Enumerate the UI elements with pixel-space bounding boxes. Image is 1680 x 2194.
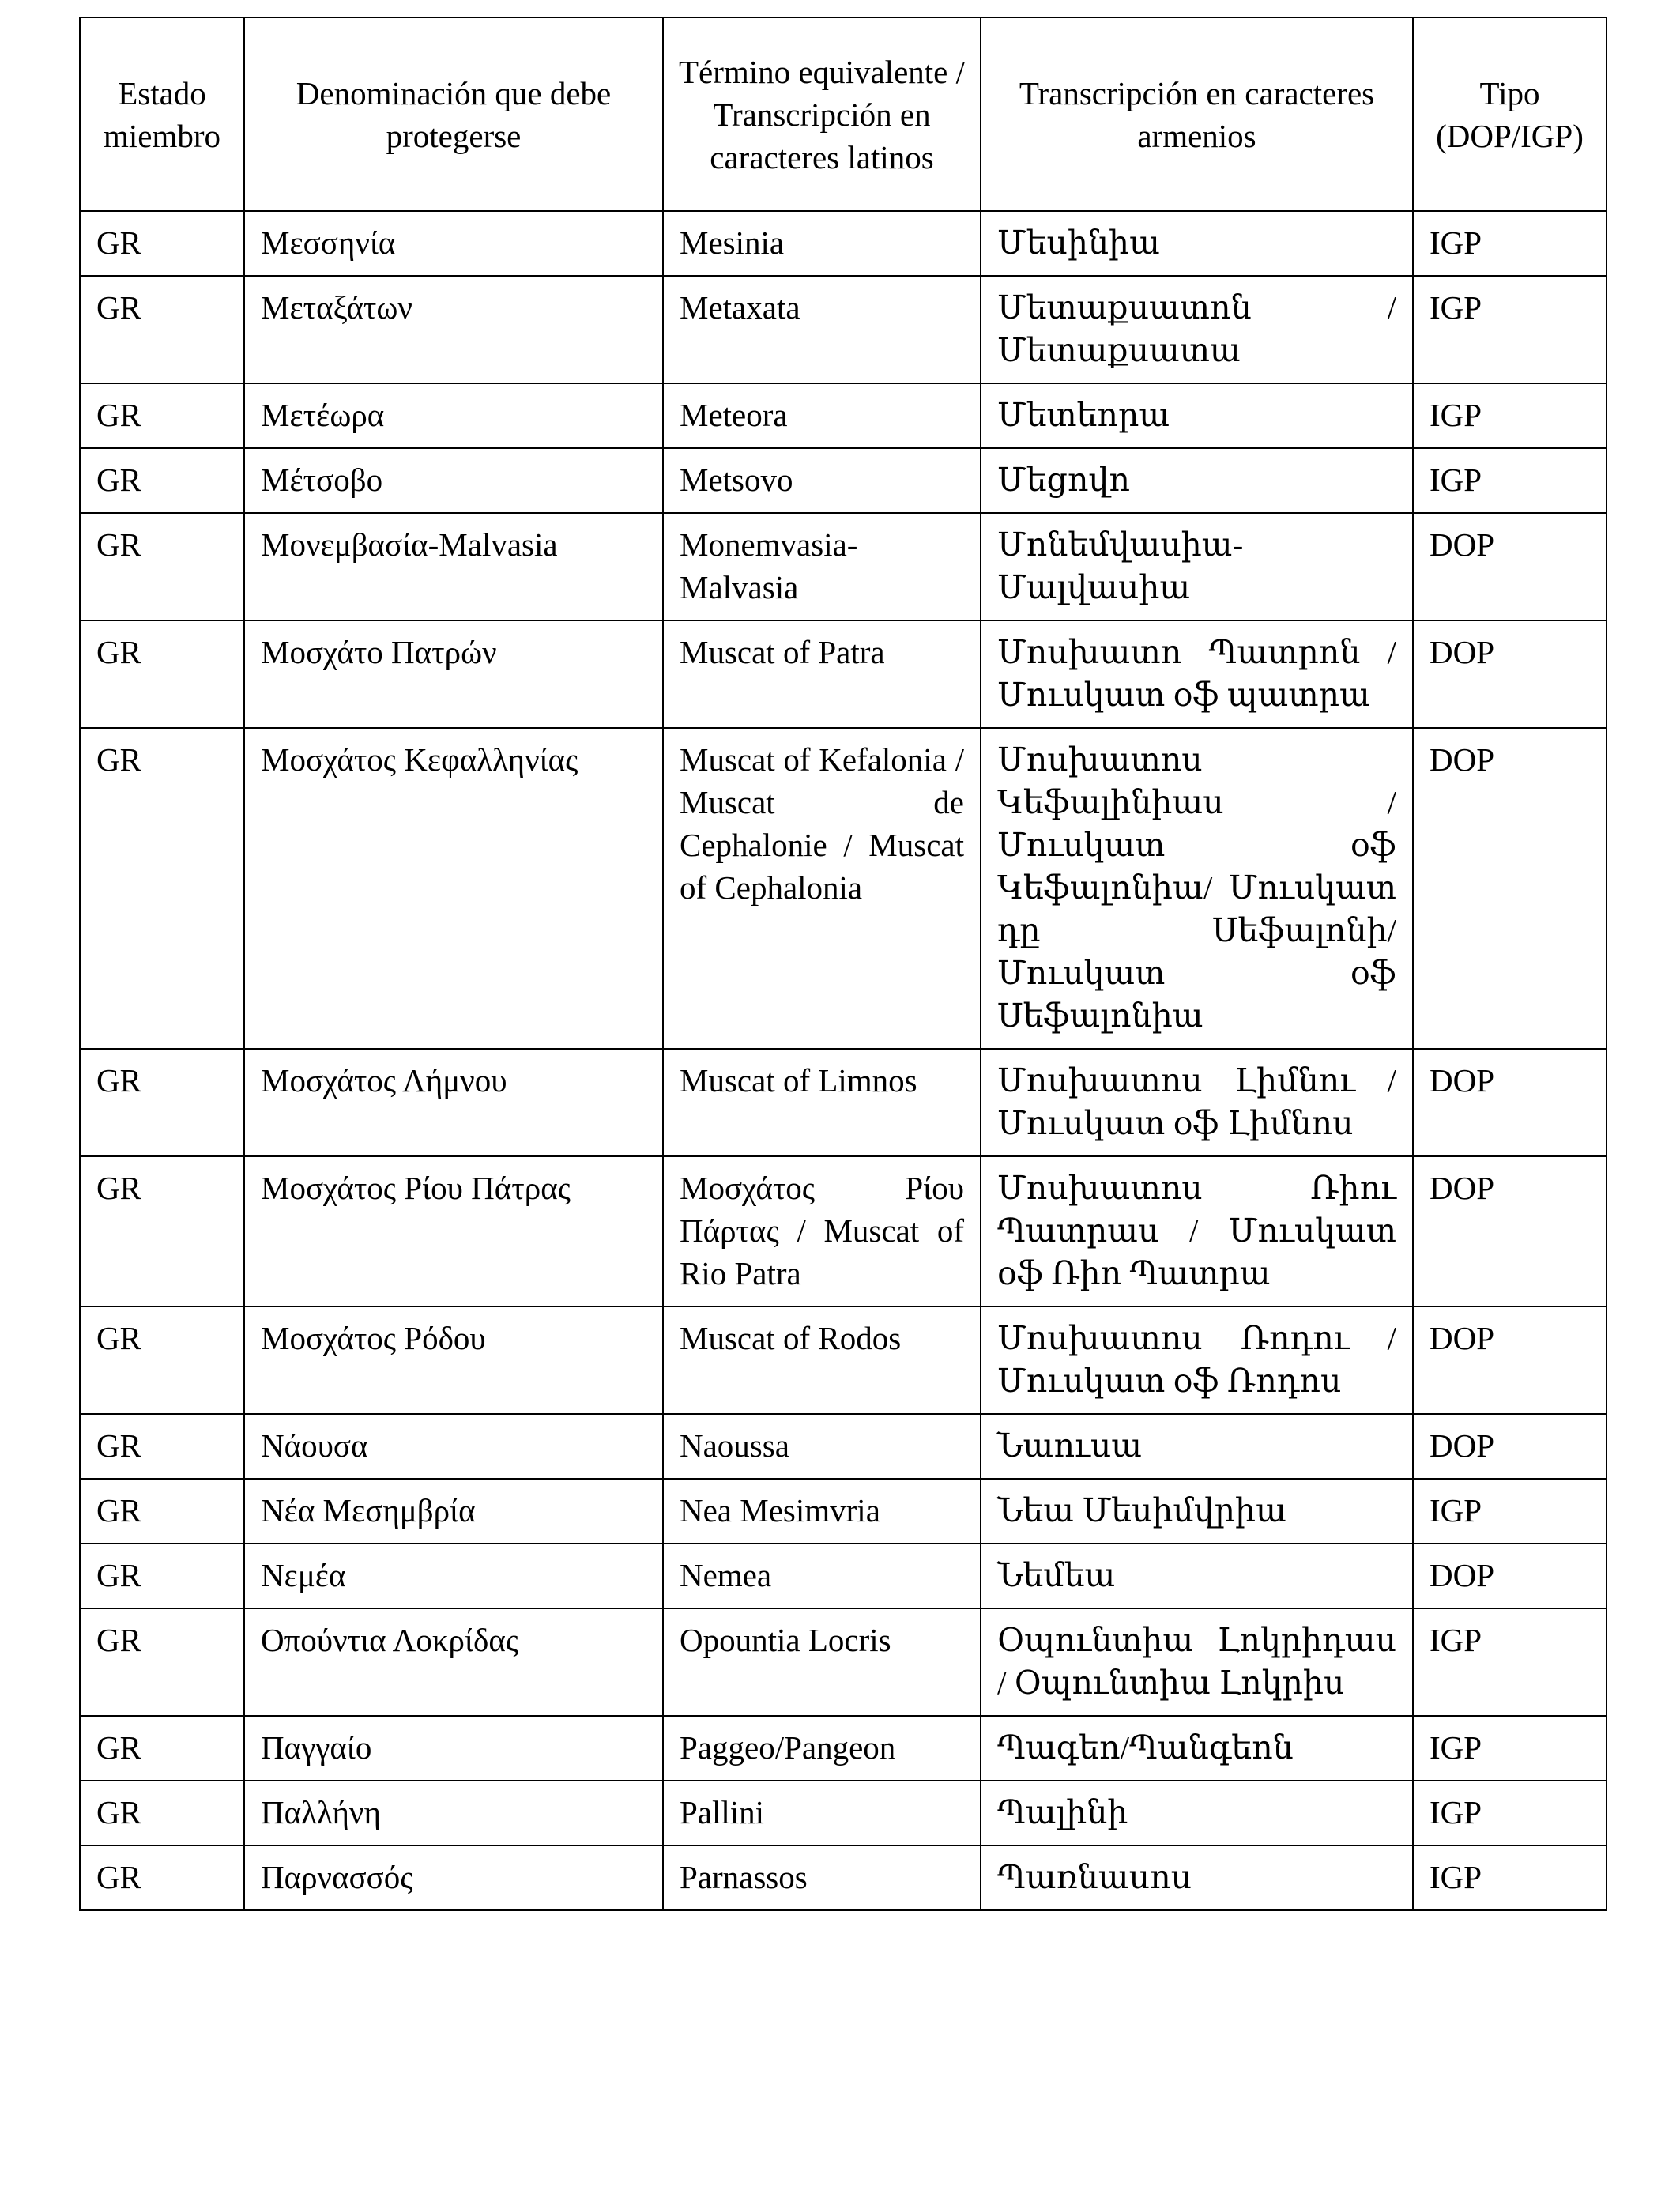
cell-state: GR bbox=[80, 383, 244, 448]
cell-armenian: Մետեորա bbox=[981, 383, 1413, 448]
gi-table bbox=[79, 17, 1607, 1911]
table-row bbox=[80, 211, 1607, 276]
cell-armenian: Մոսխատո Պատրոն / Մուսկատ օֆ պատրա bbox=[981, 620, 1413, 728]
cell-name: Μεσσηνία bbox=[244, 211, 663, 276]
table-row bbox=[80, 1608, 1607, 1716]
cell-latin: Μοσχάτος Ρίου Πάρτας / Muscat of Rio Patra bbox=[663, 1156, 981, 1306]
cell-latin: Opountia Locris bbox=[663, 1608, 981, 1716]
cell-state: GR bbox=[80, 1544, 244, 1608]
table-row bbox=[80, 1306, 1607, 1414]
cell-name: Μετέωρα bbox=[244, 383, 663, 448]
cell-armenian: Օպունտիա Լոկրիդաս / Օպունտիա Լոկրիս bbox=[981, 1608, 1413, 1716]
table-row bbox=[80, 1479, 1607, 1544]
header-latin: Término equivalente / Transcripción en caracteres latinos bbox=[663, 17, 981, 211]
table-row bbox=[80, 383, 1607, 448]
cell-armenian: Մոսխատոս Լիմնու / Մուսկատ օֆ Լիմնոս bbox=[981, 1049, 1413, 1156]
cell-state: GR bbox=[80, 276, 244, 383]
cell-type: IGP bbox=[1413, 383, 1607, 448]
cell-type: DOP bbox=[1413, 1544, 1607, 1608]
header-name: Denominación que debe protegerse bbox=[244, 17, 663, 211]
table-row bbox=[80, 728, 1607, 1049]
cell-name: Μονεμβασία-Malvasia bbox=[244, 513, 663, 620]
table-row bbox=[80, 1414, 1607, 1479]
cell-armenian: Նեմեա bbox=[981, 1544, 1413, 1608]
header-state: Estado miembro bbox=[80, 17, 244, 211]
cell-state: GR bbox=[80, 1049, 244, 1156]
cell-name: Νέα Μεσημβρία bbox=[244, 1479, 663, 1544]
cell-name: Παλλήνη bbox=[244, 1781, 663, 1845]
cell-state: GR bbox=[80, 1608, 244, 1716]
cell-state: GR bbox=[80, 620, 244, 728]
cell-latin: Parnassos bbox=[663, 1845, 981, 1910]
table-row bbox=[80, 1781, 1607, 1845]
cell-latin: Metsovo bbox=[663, 448, 981, 513]
cell-armenian: Մեցովո bbox=[981, 448, 1413, 513]
cell-latin: Metaxata bbox=[663, 276, 981, 383]
cell-latin: Mesinia bbox=[663, 211, 981, 276]
cell-name: Μοσχάτος Κεφαλληνίας bbox=[244, 728, 663, 1049]
cell-latin: Monemvasia-Malvasia bbox=[663, 513, 981, 620]
cell-state: GR bbox=[80, 513, 244, 620]
cell-name: Παρνασσός bbox=[244, 1845, 663, 1910]
cell-armenian: Նեա Մեսիմվրիա bbox=[981, 1479, 1413, 1544]
header-armenian: Transcripción en caracteres armenios bbox=[981, 17, 1413, 211]
cell-latin: Naoussa bbox=[663, 1414, 981, 1479]
cell-type: IGP bbox=[1413, 276, 1607, 383]
cell-latin: Nemea bbox=[663, 1544, 981, 1608]
table-header bbox=[80, 17, 1607, 211]
cell-type: DOP bbox=[1413, 1156, 1607, 1306]
cell-state: GR bbox=[80, 211, 244, 276]
cell-latin: Muscat of Patra bbox=[663, 620, 981, 728]
cell-name: Νεμέα bbox=[244, 1544, 663, 1608]
cell-armenian: Մետաքսատոն / Մետաքսատա bbox=[981, 276, 1413, 383]
cell-state: GR bbox=[80, 1845, 244, 1910]
cell-type: DOP bbox=[1413, 1414, 1607, 1479]
cell-latin: Muscat of Rodos bbox=[663, 1306, 981, 1414]
cell-latin: Pallini bbox=[663, 1781, 981, 1845]
cell-name: Μοσχάτος Λήμνου bbox=[244, 1049, 663, 1156]
cell-latin: Nea Mesimvria bbox=[663, 1479, 981, 1544]
cell-name: Μοσχάτος Ρόδου bbox=[244, 1306, 663, 1414]
table-row bbox=[80, 276, 1607, 383]
table-row bbox=[80, 620, 1607, 728]
cell-type: IGP bbox=[1413, 1845, 1607, 1910]
cell-state: GR bbox=[80, 1479, 244, 1544]
cell-state: GR bbox=[80, 1414, 244, 1479]
table-row bbox=[80, 1716, 1607, 1781]
cell-type: DOP bbox=[1413, 1049, 1607, 1156]
cell-type: IGP bbox=[1413, 1479, 1607, 1544]
cell-armenian: Պալինի bbox=[981, 1781, 1413, 1845]
cell-type: IGP bbox=[1413, 211, 1607, 276]
cell-latin: Meteora bbox=[663, 383, 981, 448]
cell-name: Μοσχάτος Ρίου Πάτρας bbox=[244, 1156, 663, 1306]
cell-name: Μέτσοβο bbox=[244, 448, 663, 513]
cell-armenian: Մոնեմվասիա-Մալվասիա bbox=[981, 513, 1413, 620]
cell-name: Παγγαίο bbox=[244, 1716, 663, 1781]
cell-name: Οπούντια Λοκρίδας bbox=[244, 1608, 663, 1716]
cell-state: GR bbox=[80, 1306, 244, 1414]
cell-type: IGP bbox=[1413, 1716, 1607, 1781]
cell-latin: Muscat of Kefalonia / Muscat de Cephalonie / Muscat of Cephalonia bbox=[663, 728, 981, 1049]
cell-type: DOP bbox=[1413, 728, 1607, 1049]
cell-type: IGP bbox=[1413, 448, 1607, 513]
cell-state: GR bbox=[80, 448, 244, 513]
cell-name: Μεταξάτων bbox=[244, 276, 663, 383]
cell-armenian: Մեսինիա bbox=[981, 211, 1413, 276]
cell-armenian: Մոսխատոս Կեֆալինիաս / Մուսկատ օֆ Կեֆալոնիա/ Մուսկատ դը Սեֆալոնի/ Մուսկատ օֆ Սեֆալոնիա bbox=[981, 728, 1413, 1049]
table-row bbox=[80, 1049, 1607, 1156]
table-body bbox=[80, 211, 1607, 1910]
table-row bbox=[80, 1544, 1607, 1608]
cell-state: GR bbox=[80, 1156, 244, 1306]
cell-armenian: Մոսխատոս Ռոդու / Մուսկատ օֆ Ռոդոս bbox=[981, 1306, 1413, 1414]
table-row bbox=[80, 513, 1607, 620]
cell-name: Μοσχάτο Πατρών bbox=[244, 620, 663, 728]
table-row bbox=[80, 1156, 1607, 1306]
cell-type: DOP bbox=[1413, 620, 1607, 728]
cell-type: IGP bbox=[1413, 1608, 1607, 1716]
header-type: Tipo (DOP/IGP) bbox=[1413, 17, 1607, 211]
cell-name: Νάουσα bbox=[244, 1414, 663, 1479]
cell-armenian: Մոսխատոս Ռիու Պատրաս / Մուսկատ օֆ Ռիո Պատրա bbox=[981, 1156, 1413, 1306]
cell-armenian: Պագեո/Պանգեոն bbox=[981, 1716, 1413, 1781]
header-row bbox=[80, 17, 1607, 211]
cell-state: GR bbox=[80, 728, 244, 1049]
cell-armenian: Նաուսա bbox=[981, 1414, 1413, 1479]
cell-type: IGP bbox=[1413, 1781, 1607, 1845]
cell-state: GR bbox=[80, 1781, 244, 1845]
cell-type: DOP bbox=[1413, 513, 1607, 620]
table-row bbox=[80, 448, 1607, 513]
cell-state: GR bbox=[80, 1716, 244, 1781]
cell-latin: Paggeo/Pangeon bbox=[663, 1716, 981, 1781]
cell-latin: Muscat of Limnos bbox=[663, 1049, 981, 1156]
cell-armenian: Պառնասոս bbox=[981, 1845, 1413, 1910]
cell-type: DOP bbox=[1413, 1306, 1607, 1414]
table-row bbox=[80, 1845, 1607, 1910]
